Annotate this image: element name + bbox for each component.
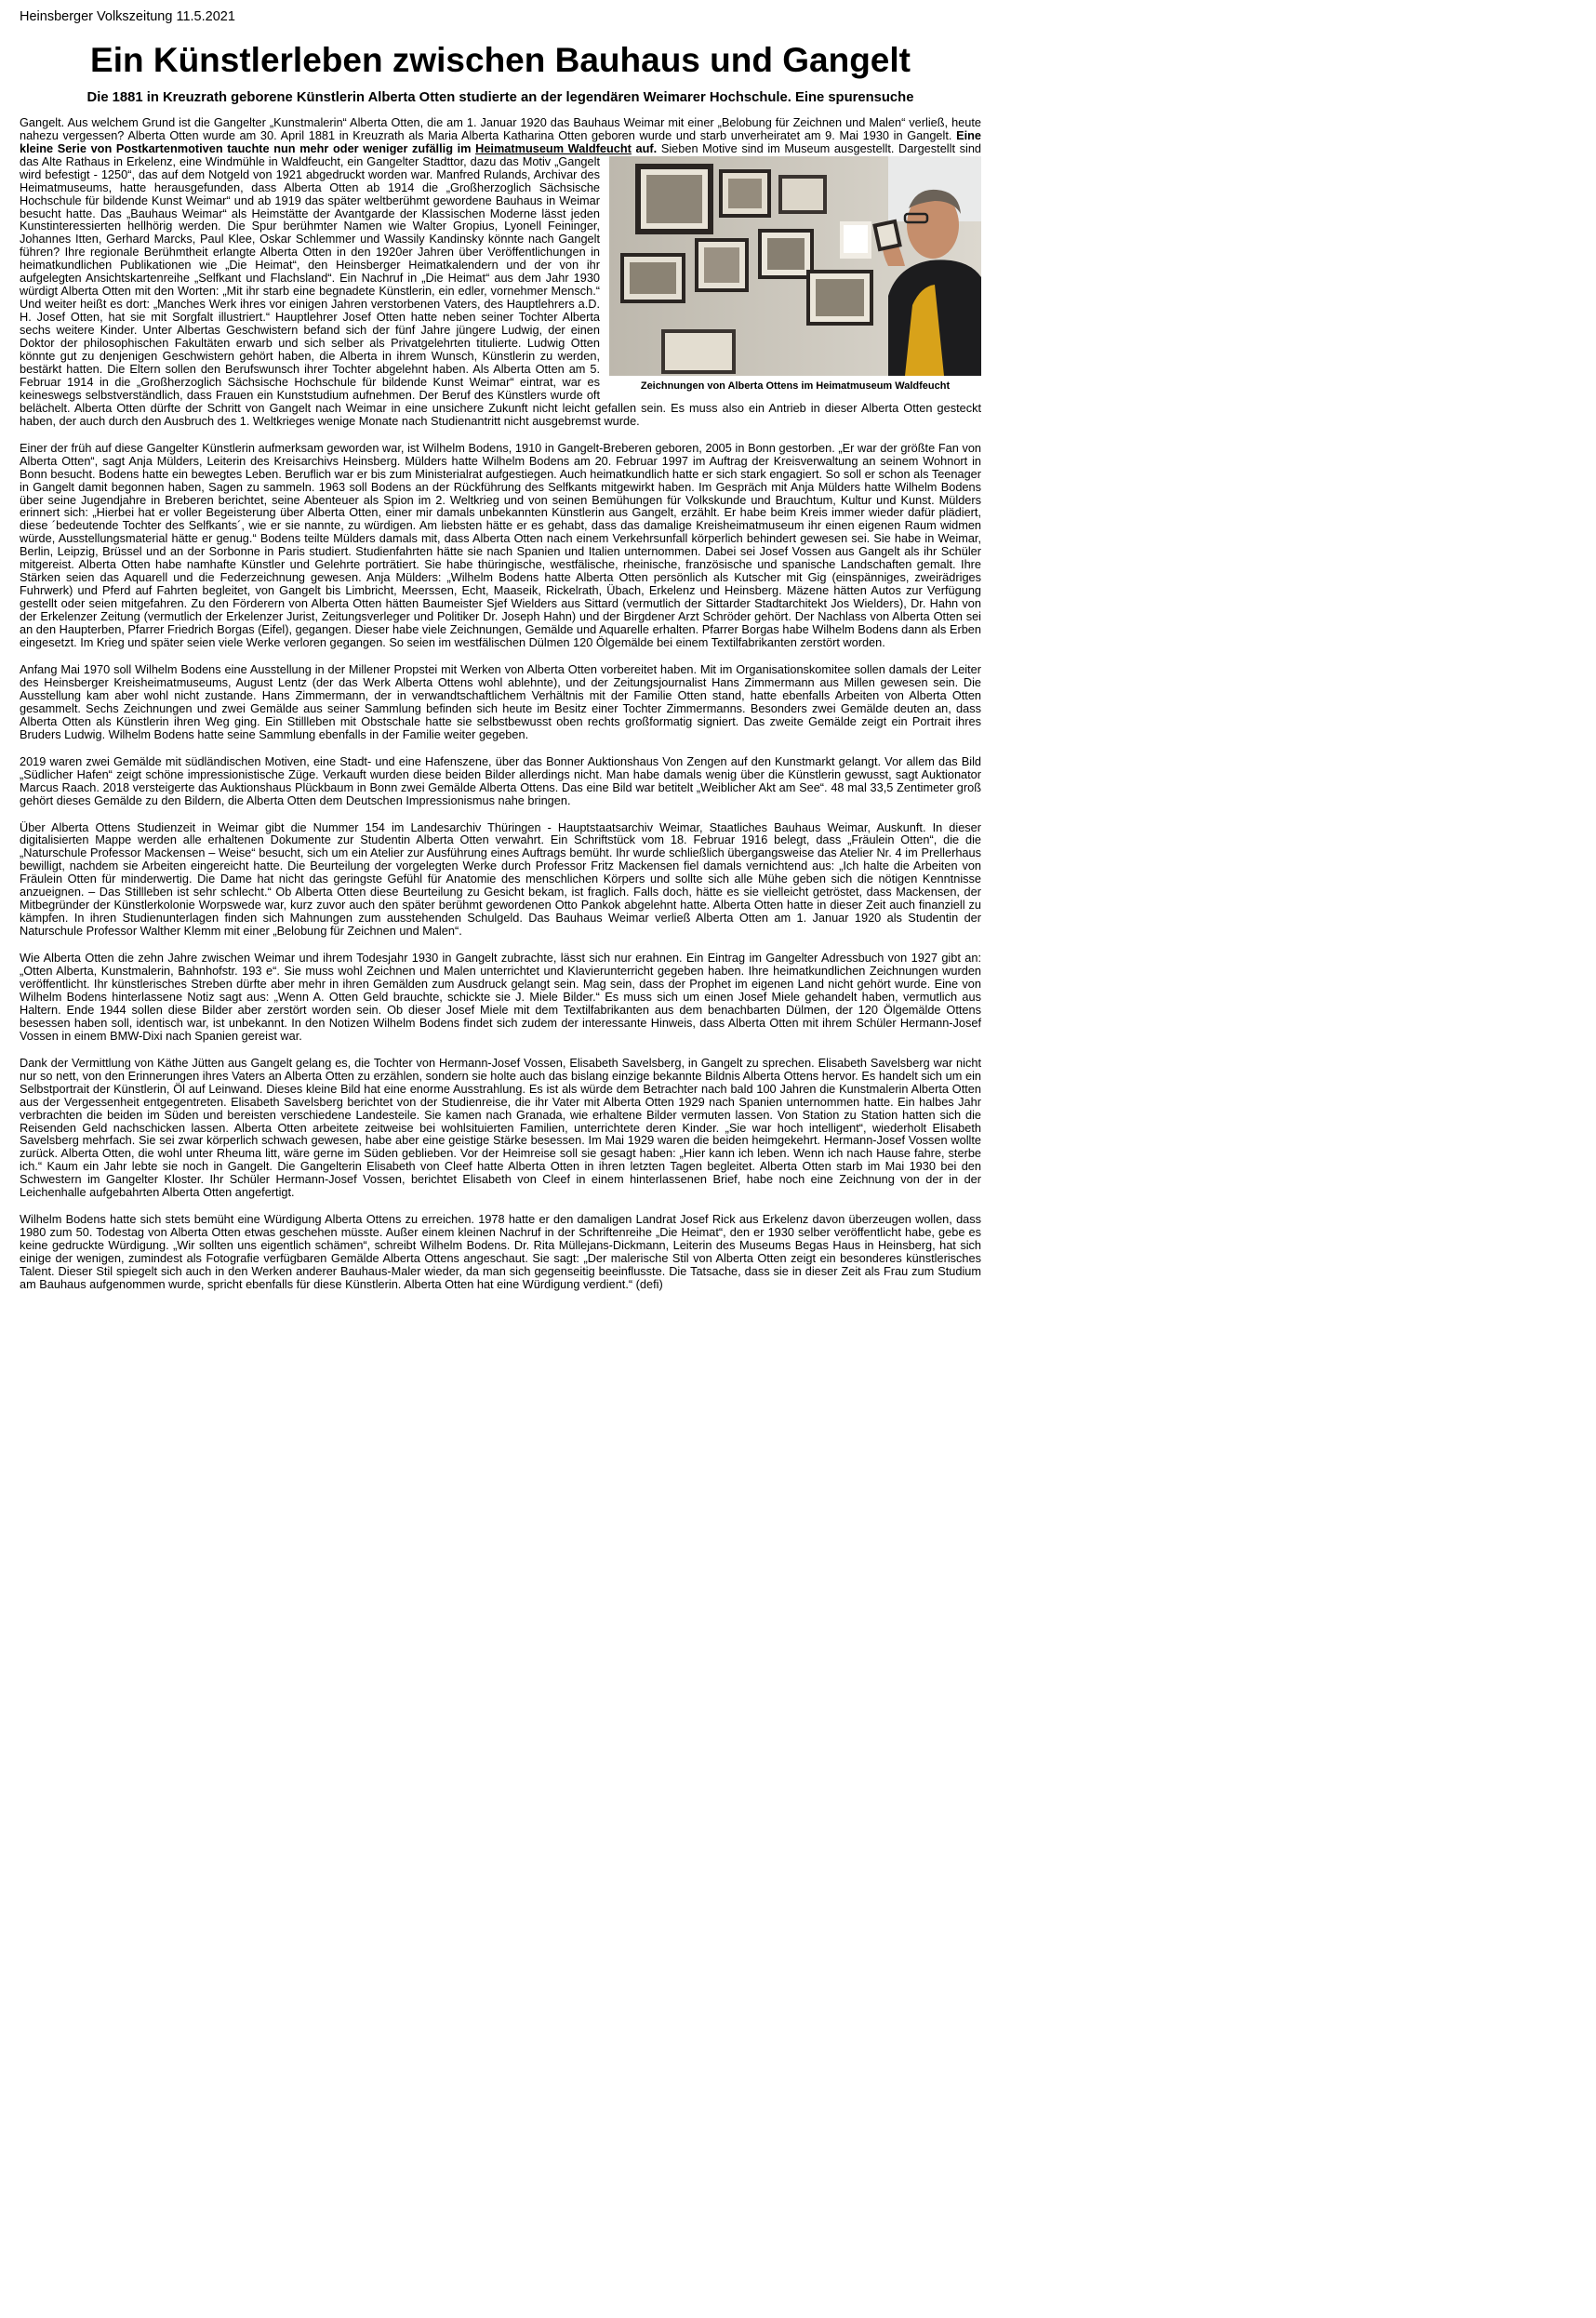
- article-paragraph-6: Wie Alberta Otten die zehn Jahre zwischen Weimar und ihrem Todesjahr 1930 in Gangelt zubrachte, lässt sich nur erahnen. Ein Eintrag im Gangelter Adressbuch von 1927 gibt an: „Otten Alberta, Kunstmalerin, Bahnhofstr. 193 e“. Sie muss wohl Zeichnen und Malen unterrichtet und Klavierunterricht gegeben haben. Ihre heimatkundlichen Zeichnungen wurden veröffentlicht. Ihr künstlerisches Streben dürfte aber mehr in ihren Gemälden zum Ausdruck gelangt sein. Mag sein, dass der Prophet im eigenen Land nicht gehört wurde. Eine von Wilhelm Bodens hinterlassene Notiz sagt aus: „Wenn A. Otten Geld brauchte, schickte sie J. Miele Bilder.“ Es muss sich um einen Josef Miele gehandelt haben, vermutlich aus Haltern. Ende 1944 sollen diese Bilder aber zerstört worden sein. Ob dieser Josef Miele mit dem Textilfabrikanten aus dem benachbarten Dülmen, der 120 Ölgemälde Ottens besessen haben soll, identisch war, ist unbekannt. In den Notizen Wilhelm Bodens findet sich zudem der interessante Hinweis, dass Alberta Otten mit ihrem Schüler Hermann-Josef Vossen in einem BMW-Dixi nach Spanien gereist war.: [20, 951, 981, 1043]
- article-paragraph-1: [20, 116, 981, 428]
- paragraph-1-bold-end: auf.: [631, 140, 658, 155]
- newspaper-page: [20, 9, 981, 1305]
- photo-figure: [609, 156, 981, 396]
- subheadline: Die 1881 in Kreuzrath geborene Künstlerin Alberta Otten studierte an der legendären Weimarer Hochschule. Eine spurensuche: [86, 89, 914, 105]
- photo-caption: Zeichnungen von Alberta Ottens im Heimatmuseum Waldfeucht: [640, 380, 951, 392]
- museum-photo: [609, 156, 981, 376]
- paragraph-1-rest: Sieben Motive sind im Museum ausgestellt. Dargestellt sind das Alte Rathaus in Erkelenz, eine Windmühle in Waldfeucht, ein Gangelter Stadttor, dazu das Motiv „Gangelt wird befestigt - 1250“, das auf dem Notgeld von 1921 abgedruckt worden war. Manfred Rulands, Archivar des Heimatmuseums, hatte herausgefunden, dass Alberta Otten ab 1914 die „Großherzoglich Sächsische Hochschule für bildende Kunst Weimar“ und ab 1919 das später weltberühmt gewordene Bauhaus in Weimar besucht hatte. Das „Bauhaus Weimar“ als Heimstätte der Avantgarde der Klassischen Moderne lässt jeden Kunstinteressierten hellhörig werden. Die Spur berühmter Namen wie Walter Gropius, Lyonell Feininger, Johannes Itten, Gerhard Marcks, Paul Klee, Oskar Schlemmer und Wassily Kandinsky könnte nach Gangelt führen? Ihre regionale Berühmtheit erlangte Alberta Otten in den 1920er Jahren über Veröffentlichungen in heimatkundlichen Publikationen wie „Die Heimat“, den Heinsberger Heimatkalendern und der von ihr aufgelegten Ansichtskartenreihe „Selfkant und Flachsland“. Ein Nachruf in „Die Heimat“ aus dem Jahr 1930 würdigt Alberta Otten mit den Worten: „Mit ihr starb eine begnadete Künstlerin, ein edler, vornehmer Mensch.“ Und weiter heißt es dort: „Manches Werk ihres vor einigen Jahren verstorbenen Vaters, des Hauptlehrers a.D. H. Josef Otten, hat sie mit Sorgfalt illustriert.“ Hauptlehrer Josef Otten hatte neben seiner Tochter Alberta sechs weitere Kinder. Unter Albertas Geschwistern befand sich der fünf Jahre jüngere Ludwig, der einen Doktor der philosophischen Fakultäten erwarb und sich selber als Privatgelehrten titulierte. Ludwig Otten könnte gut zu denjenigen Geschwistern gehört haben, die Alberta in ihrem Wunsch, Künstlerin zu werden, bestärkt hatten. Die Eltern sollen den Berufswunsch ihrer Tochter abgelehnt haben. Als Alberta Otten am 5. Februar 1914 in die „Großherzoglich Sächsische Hochschule für bildende Kunst Weimar“ eintrat, war es keineswegs selbstverständlich, dass Frauen ein Kunststudium aufnehmen. Der Beruf des Künstlers wurde oft belächelt. Alberta Otten dürfte der Schritt von Gangelt nach Weimar in eine unsichere Zukunft nicht leicht gefallen sein. Es muss also ein Antrieb in dieser Alberta Otten gesteckt haben, der auch durch den Ausbruch des 1. Weltkrieges wenige Monate nach Studienantritt nicht ausgebremst wurde.: [20, 140, 981, 428]
- paragraph-1-intro: Gangelt. Aus welchem Grund ist die Gangelter „Kunstmalerin“ Alberta Otten, die am 1. Januar 1920 das Bauhaus Weimar mit einer „Belobung für Zeichnen und Malen“ verließ, heute nahezu vergessen? Alberta Otten wurde am 30. April 1881 in Kreuzrath als Maria Alberta Katharina Otten geboren wurde und starb unverheiratet am 9. Mai 1930 in Gangelt.: [20, 114, 981, 142]
- article-paragraph-4: 2019 waren zwei Gemälde mit südländischen Motiven, eine Stadt- und eine Hafenszene, über das Bonner Auktionshaus Von Zengen auf den Kunstmarkt gelangt. Vor allem das Bild „Südlicher Hafen“ zeigt schöne impressionistische Züge. Verkauft wurden diese beiden Bilder allerdings nicht. Man habe damals wenig über die Künstlerin gewusst, sagt Auktionator Marcus Raach. 2018 versteigerte das Auktionshaus Plückbaum in Bonn zwei Gemälde Alberta Ottens. Das eine Bild war betitelt „Weiblicher Akt am See“. 48 mal 33,5 Zentimeter groß gehört dieses Gemälde zu den Bildern, die Alberta Otten dem Deutschen Impressionismus nahe bringen.: [20, 753, 981, 807]
- headline: Ein Künstlerleben zwischen Bauhaus und Gangelt: [90, 41, 911, 79]
- paragraph-1-bold: Eine kleine Serie von Postkartenmotiven tauchte nun mehr oder weniger zufällig im: [20, 127, 981, 155]
- museum-name-link: Heimatmuseum Waldfeucht: [475, 140, 632, 155]
- article-paragraph-3: Anfang Mai 1970 soll Wilhelm Bodens eine Ausstellung in der Millener Propstei mit Werken von Alberta Otten vorbereitet haben. Mit im Organisationskomitee sollen damals der Leiter des Heinsberger Kreisheimatmuseums, August Lentz (der das Werk Alberta Ottens wohl ablehnte), und der Zeitungsjournalist Hans Zimmermann aus Millen gewesen sein. Die Ausstellung kam aber wohl nicht zustande. Hans Zimmermann, der in verwandtschaftlichem Verhältnis mit der Familie Otten stand, hatte ebenfalls Arbeiten von Alberta Otten gesammelt. Sechs Zeichnungen und zwei Gemälde aus seiner Sammlung befinden sich heute im Besitz einer Tochter Zimmermanns. Besonders zwei Gemälde deuten an, dass Alberta Otten als Künstlerin ihren Weg ging. Ein Stillleben mit Obstschale hatte sie selbstbewusst oben rechts großformatig signiert. Das zweite Gemälde zeigt ein Portrait ihres Bruders Ludwig. Wilhelm Bodens hatte seine Sammlung ebenfalls in der Familie weiter gegeben.: [20, 661, 981, 741]
- source-line: Heinsberger Volkszeitung 11.5.2021: [20, 9, 235, 24]
- article-paragraph-8: Wilhelm Bodens hatte sich stets bemüht eine Würdigung Alberta Ottens zu erreichen. 1978 hatte er den damaligen Landrat Josef Rick aus Erkelenz davon überzeugen wollen, dass 1980 zum 50. Todestag von Alberta Otten etwas geschehen müsste. Außer einem kleinen Nachruf in der Schriftenreihe „Die Heimat“, den er 1930 selber veröffentlicht habe, gebe es keine gedruckte Würdigung. „Wir sollten uns eigentlich schämen“, schreibt Wilhelm Bodens. Dr. Rita Müllejans-Dickmann, Leiterin des Museums Begas Haus in Heinsberg, hat sich einige der wenigen, zumindest als Fotografie verfügbaren Gemälde Alberta Ottens angeschaut. Sie sagt: „Der malerische Stil von Alberta Otten zeigt ein besonderes künstlerisches Talent. Dieser Stil spiegelt sich auch in den Werken anderer Bauhaus-Maler wieder, da man sich gegenseitig beeinflusste. Die Tatsache, dass sie in dieser Zeit als Frau zum Studium am Bauhaus aufgenommen wurde, spricht ebenfalls für diese Künstlerin. Alberta Otten hat eine Würdigung verdient.“ (defi): [20, 1212, 981, 1291]
- article-paragraph-2: Einer der früh auf diese Gangelter Künstlerin aufmerksam geworden war, ist Wilhelm Bodens, 1910 in Gangelt-Breberen geboren, 2005 in Bonn gestorben. „Er war der größte Fan von Alberta Otten“, sagt Anja Mülders, Leiterin des Kreisarchivs Heinsberg. Mülders hatte Wilhelm Bodens am 20. Februar 1997 im Auftrag der Kreisverwaltung an seinem Wohnort in Bonn besucht. Bodens hatte ein bewegtes Leben. Beruflich war er bis zum Ministerialrat aufgestiegen. Auch heimatkundlich hatte er sich stark engagiert. So soll er schon als Teenager in Gangelt damit begonnen haben, Sagen zu sammeln. 1963 soll Bodens an der Rückführung des Selfkants mitgewirkt haben. Im Gespräch mit Anja Mülders hatte Wilhelm Bodens über seine Jugendjahre in Breberen berichtet, seine Abenteuer als Spion im 2. Weltkrieg und von seinen Bemühungen für Volkskunde und Brauchtum, Kultur und Kunst. Mülders erinnert sich: „Hierbei hat er voller Begeisterung über Alberta Otten, einer mir damals unbekannten Künstlerin aus Gangelt, erzählt. Er habe beim Kreis immer wieder dafür plädiert, diese ´bedeutende Tochter des Selfkants´, wie er sie nannte, zu würdigen. Am liebsten hätte er es gehabt, dass das damalige Kreisheimatmuseum ihr einen eigenen Raum widmen würde, Ausstellungsmaterial hätte er genug.“ Bodens teilte Mülders damals mit, dass Alberta Otten nach einem Verkehrsunfall körperlich behindert gewesen sei. Sie habe in Weimar, Berlin, Leipzig, Brüssel und an der Sorbonne in Paris studiert. Studienfahrten hätte sie nach Spanien und Italien unternommen. Dabei sei Josef Vossen aus Gangelt als ihr Schüler mitgereist. Alberta Otten habe namhafte Künstler und Gelehrte porträtiert. Sie habe thüringische, westfälische, rheinische, französische und spanische Landschaften gemalt. Ihre Stärken seien das Aquarell und die Federzeichnung gewesen. Anja Mülders: „Wilhelm Bodens hatte Alberta Otten persönlich als Kutscher mit Gig (einspänniges, zweirädriges Fuhrwerk) und Pferd auf Fahrten begleitet, von Gangelt bis Limbricht, Meerssen, Echt, Maaseik, Rickelrath, Übach, Erkelenz und Heinsberg. Mäzene hätten Autos zur Verfügung gestellt oder seien mitgefahren. Zu den Förderern von Alberta Otten hätten Baumeister Sjef Wielders aus Sittard (vermutlich der Sittarder Stadtarchitekt Jos Wielders), Dr. Hahn von der Erkelenzer Zeitung (vermutlich der Erkelenzer Jurist, Zeitungsverleger und Politiker Dr. Joseph Hahn) und der Birgdener Arzt Schröder gehört. Der Nachlass von Alberta Otten sei an den Haupterben, Pfarrer Friedrich Borgas (Eifel), gegangen. Dieser habe viele Zeichnungen, Gemälde und Aquarelle erhalten. Pfarrer Borgas habe Wilhelm Bodens dann als Erben eingesetzt. Im Krieg und später seien viele Werke verloren gegangen. So seien im westfälischen Dülmen 120 Ölgemälde bei einem Textilfabrikanten zerstört worden.: [20, 440, 981, 650]
- article-paragraph-5: Über Alberta Ottens Studienzeit in Weimar gibt die Nummer 154 im Landesarchiv Thüringen - Hauptstaatsarchiv Weimar, Staatliches Bauhaus Weimar, Auskunft. In dieser digitalisierten Mappe werden alle erhaltenen Dokumente zur Studentin Alberta Otten verwahrt. Ein Schriftstück vom 18. Februar 1916 belegt, dass „Fräulein Otten“, die die „Naturschule Professor Mackensen – Weise“ besucht, sich um ein Atelier zur Ausführung eines Auftrags bemüht. Ihr wurde schließlich übergangsweise das Atelier Nr. 4 im Prellerhaus bewilligt, nachdem sie Arbeiten eingereicht hatte. Die Beurteilung der vorgelegten Werke durch Professor Fritz Mackensen fiel damals vernichtend aus: „Ich halte die Arbeiten von Fräulein Otten für minderwertig. Die Dame hat nicht das geringste Gefühl für Anatomie des menschlichen Körpers und sollte sich alle Mühe geben sich die nötigen Kenntnisse anzueignen. – Das Stillleben ist sehr schlecht.“ Ob Alberta Otten diese Beurteilung zu Gesicht bekam, ist fraglich. Falls doch, hätte es sie vielleicht getröstet, dass Mackensen, der Mitbegründer der Künstlerkolonie Worpswede war, kurz zuvor auch den später berühmt gewordenen Otto Pankok abgelehnt hatte. Alberta Otten hatte in dieser Zeit auch finanziell zu kämpfen. In ihren Studienunterlagen finden sich Mahnungen zum ausstehenden Schulgeld. Das Bauhaus Weimar verließ Alberta Otten am 1. Januar 1920 als Studentin der Naturschule Professor Walther Klemm mit einer „Belobung für Zeichnen und Malen“.: [20, 819, 981, 939]
- article-paragraph-7: Dank der Vermittlung von Käthe Jütten aus Gangelt gelang es, die Tochter von Hermann-Josef Vossen, Elisabeth Savelsberg, in Gangelt zu sprechen. Elisabeth Savelsberg war nicht nur so nett, von den Erinnerungen ihres Vaters an Alberta Otten zu erzählen, sondern sie holte auch das bislang einzige bekannte Bildnis Alberta Ottens hervor. Es handelt sich um ein Selbstportrait der Künstlerin, Öl auf Leinwand. Dieses kleine Bild hat eine enorme Ausstrahlung. Es ist als würde dem Betrachter nach bald 100 Jahren die Kunstmalerin Alberta Otten aus der Vergessenheit entgegentreten. Elisabeth Savelsberg berichtet von der Studienreise, die ihr Vater mit Alberta Otten 1929 nach Spanien unternommen hatte. Ein halbes Jahr verbrachten die beiden im Süden und bereisten verschiedene Landesteile. Sie kamen nach Granada, wie erhaltene Bilder vermuten lassen. Von Station zu Station hatten sich die Reisenden Geld nachschicken lassen. Alberta Otten arbeitete zeitweise bei wohlsituierten Familien, unterrichtete deren Kinder. „Sie war hoch intelligent“, wiederholt Elisabeth Savelsberg mehrfach. Sie sei zwar körperlich schwach gewesen, habe aber eine geistige Stärke besessen. Im Mai 1929 waren die beiden heimgekehrt. Hermann-Josef Vossen wollte zurück. Alberta Otten, die wohl unter Rheuma litt, wäre gerne im Süden geblieben. Vor der Heimreise soll sie gesagt haben: „Hier kann ich leben. Wenn ich nach Hause fahre, sterbe ich.“ Kaum ein Jahr lebte sie noch in Gangelt. Die Gangelterin Elisabeth von Cleef hatte Alberta Otten in ihren letzten Tagen begleitet. Alberta Otten starb im Mai 1930 bei den Schwestern im Gangelter Kloster. Ihr Schüler Hermann-Josef Vossen, berichtet Elisabeth von Cleef in einem hinterlassenen Brief, habe noch eine Zeichnung von der in der Leichenhalle aufgebahrten Alberta Otten angefertigt.: [20, 1055, 981, 1200]
